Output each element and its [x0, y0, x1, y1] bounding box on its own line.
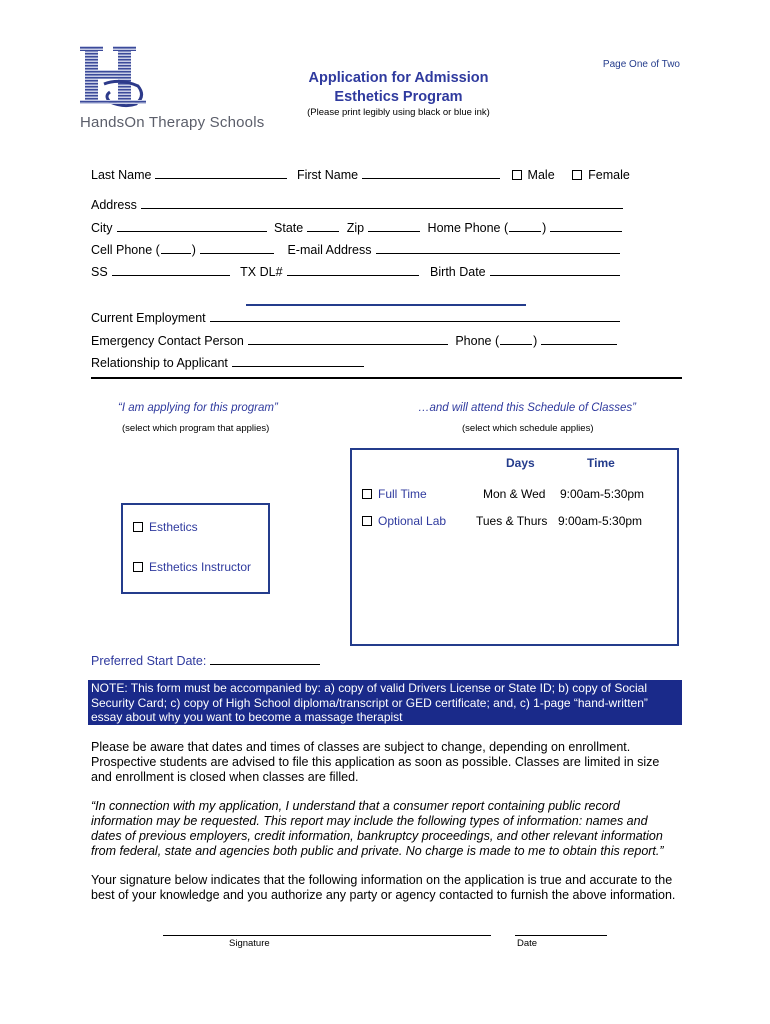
- school-name: HandsOn Therapy Schools: [80, 114, 265, 131]
- optional-lab-days: Tues & Thurs: [476, 514, 548, 528]
- employment-row: [91, 309, 624, 325]
- preferred-start-label: Preferred Start Date:: [91, 654, 207, 668]
- city-row: [91, 219, 626, 235]
- full-time-option[interactable]: [362, 487, 427, 501]
- optional-lab-checkbox[interactable]: [362, 516, 372, 526]
- signature-attestation: Your signature below indicates that the following information on the application is true and accurate to the best of your knowledge and you authorize any party or agency contacted to furnish the above information.: [91, 873, 676, 902]
- date-field[interactable]: [515, 935, 607, 936]
- required-documents-note: NOTE: This form must be accompanied by: a) copy of valid Drivers License or State ID; b) copy of Social Security Card; c) copy of High School diploma/transcript or GED certificate; and, c) 1-page “hand-written” essay about why you want to become a massage therapist: [88, 680, 682, 725]
- program-box: [121, 503, 270, 594]
- program-heading: “I am applying for this program”: [118, 402, 278, 414]
- current-employment-field[interactable]: [210, 309, 620, 322]
- esthetics-option[interactable]: [133, 520, 198, 534]
- state-label: State: [274, 221, 304, 235]
- first-name-field[interactable]: [362, 166, 500, 179]
- esthetics-instructor-label: Esthetics Instructor: [149, 560, 252, 574]
- esthetics-checkbox[interactable]: [133, 522, 143, 532]
- tx-dl-label: TX DL#: [240, 265, 283, 279]
- home-phone-field[interactable]: [550, 219, 622, 232]
- emergency-phone-field[interactable]: [541, 332, 617, 345]
- cell-phone-label: Cell Phone (: [91, 243, 160, 257]
- form-title: Application for Admission: [308, 70, 489, 86]
- female-checkbox[interactable]: [572, 170, 582, 180]
- current-employment-label: Current Employment: [91, 311, 206, 325]
- id-row: [91, 263, 624, 279]
- cell-phone-paren: ): [191, 243, 196, 257]
- form-subtitle: Esthetics Program: [334, 89, 463, 105]
- relationship-field[interactable]: [232, 354, 364, 367]
- relationship-label: Relationship to Applicant: [91, 356, 228, 370]
- ss-label: SS: [91, 265, 108, 279]
- city-field[interactable]: [117, 219, 267, 232]
- preferred-start-row: [91, 652, 324, 668]
- last-name-label: Last Name: [91, 168, 152, 182]
- date-label: Date: [517, 938, 538, 949]
- first-name-label: First Name: [296, 168, 359, 182]
- schedule-subheading: (select which schedule applies): [462, 423, 594, 434]
- ink-instructions: (Please print legibly using black or blue ink): [307, 107, 490, 118]
- email-label: E-mail Address: [287, 243, 372, 257]
- schedule-disclaimer: Please be aware that dates and times of classes are subject to change, depending on enrollment. Prospective students are advised to file this application as soon as possible. Classes are limited in size and enrollment is closed when classes are filled.: [91, 740, 660, 784]
- full-time-days: Mon & Wed: [483, 487, 546, 501]
- address-field[interactable]: [141, 196, 623, 209]
- schedule-heading: …and will attend this Schedule of Classes”: [418, 402, 636, 414]
- home-phone-label: Home Phone (: [427, 221, 509, 235]
- birth-date-label: Birth Date: [430, 265, 486, 279]
- cell-phone-area-field[interactable]: [161, 241, 191, 254]
- cell-phone-field[interactable]: [200, 241, 274, 254]
- name-row: [91, 166, 630, 182]
- email-field[interactable]: [376, 241, 620, 254]
- full-time-checkbox[interactable]: [362, 489, 372, 499]
- emergency-phone-area-field[interactable]: [500, 332, 532, 345]
- relationship-row: [91, 354, 368, 370]
- time-column-header: Time: [587, 456, 615, 470]
- cell-row: [91, 241, 624, 257]
- zip-label: Zip: [346, 221, 365, 235]
- city-label: City: [91, 221, 113, 235]
- esthetics-instructor-checkbox[interactable]: [133, 562, 143, 572]
- emergency-contact-field[interactable]: [248, 332, 448, 345]
- zip-field[interactable]: [368, 219, 420, 232]
- address-label: Address: [91, 198, 137, 212]
- preferred-start-field[interactable]: [210, 652, 320, 665]
- optional-lab-hours: 9:00am-5:30pm: [558, 514, 643, 528]
- last-name-field[interactable]: [155, 166, 287, 179]
- tx-dl-field[interactable]: [287, 263, 419, 276]
- address-row: [91, 196, 627, 212]
- female-label: Female: [588, 168, 630, 182]
- optional-lab-label: Optional Lab: [378, 514, 447, 528]
- signature-field[interactable]: [163, 935, 491, 936]
- days-column-header: Days: [506, 456, 535, 470]
- ss-field[interactable]: [112, 263, 230, 276]
- male-checkbox[interactable]: [512, 170, 522, 180]
- section-separator: [246, 304, 526, 306]
- male-label: Male: [527, 168, 555, 182]
- schedule-box: [350, 448, 679, 646]
- page-number: Page One of Two: [602, 59, 680, 70]
- home-phone-paren: ): [542, 221, 547, 235]
- esthetics-instructor-option[interactable]: [133, 560, 251, 574]
- full-time-hours: 9:00am-5:30pm: [560, 487, 645, 501]
- esthetics-label: Esthetics: [149, 520, 198, 534]
- program-subheading: (select which program that applies): [122, 423, 270, 434]
- birth-date-field[interactable]: [490, 263, 620, 276]
- emergency-contact-label: Emergency Contact Person: [91, 334, 244, 348]
- state-field[interactable]: [307, 219, 339, 232]
- emergency-phone-label: Phone (: [455, 334, 500, 348]
- home-phone-area-field[interactable]: [509, 219, 541, 232]
- consumer-report-statement: “In connection with my application, I understand that a consumer report containing public record information may be requested. This report may include the following types of information: names and dates of previous employers, credit information, bankruptcy proceedings, and other relevant information from federal, state and agencies both public and private. No charge is made to me to obtain this report.”: [91, 799, 664, 858]
- signature-label: Signature: [229, 938, 270, 949]
- full-time-label: Full Time: [378, 487, 427, 501]
- emergency-phone-paren: ): [533, 334, 538, 348]
- optional-lab-option[interactable]: [362, 514, 446, 528]
- emergency-row: [91, 332, 621, 348]
- section-divider: [91, 377, 682, 379]
